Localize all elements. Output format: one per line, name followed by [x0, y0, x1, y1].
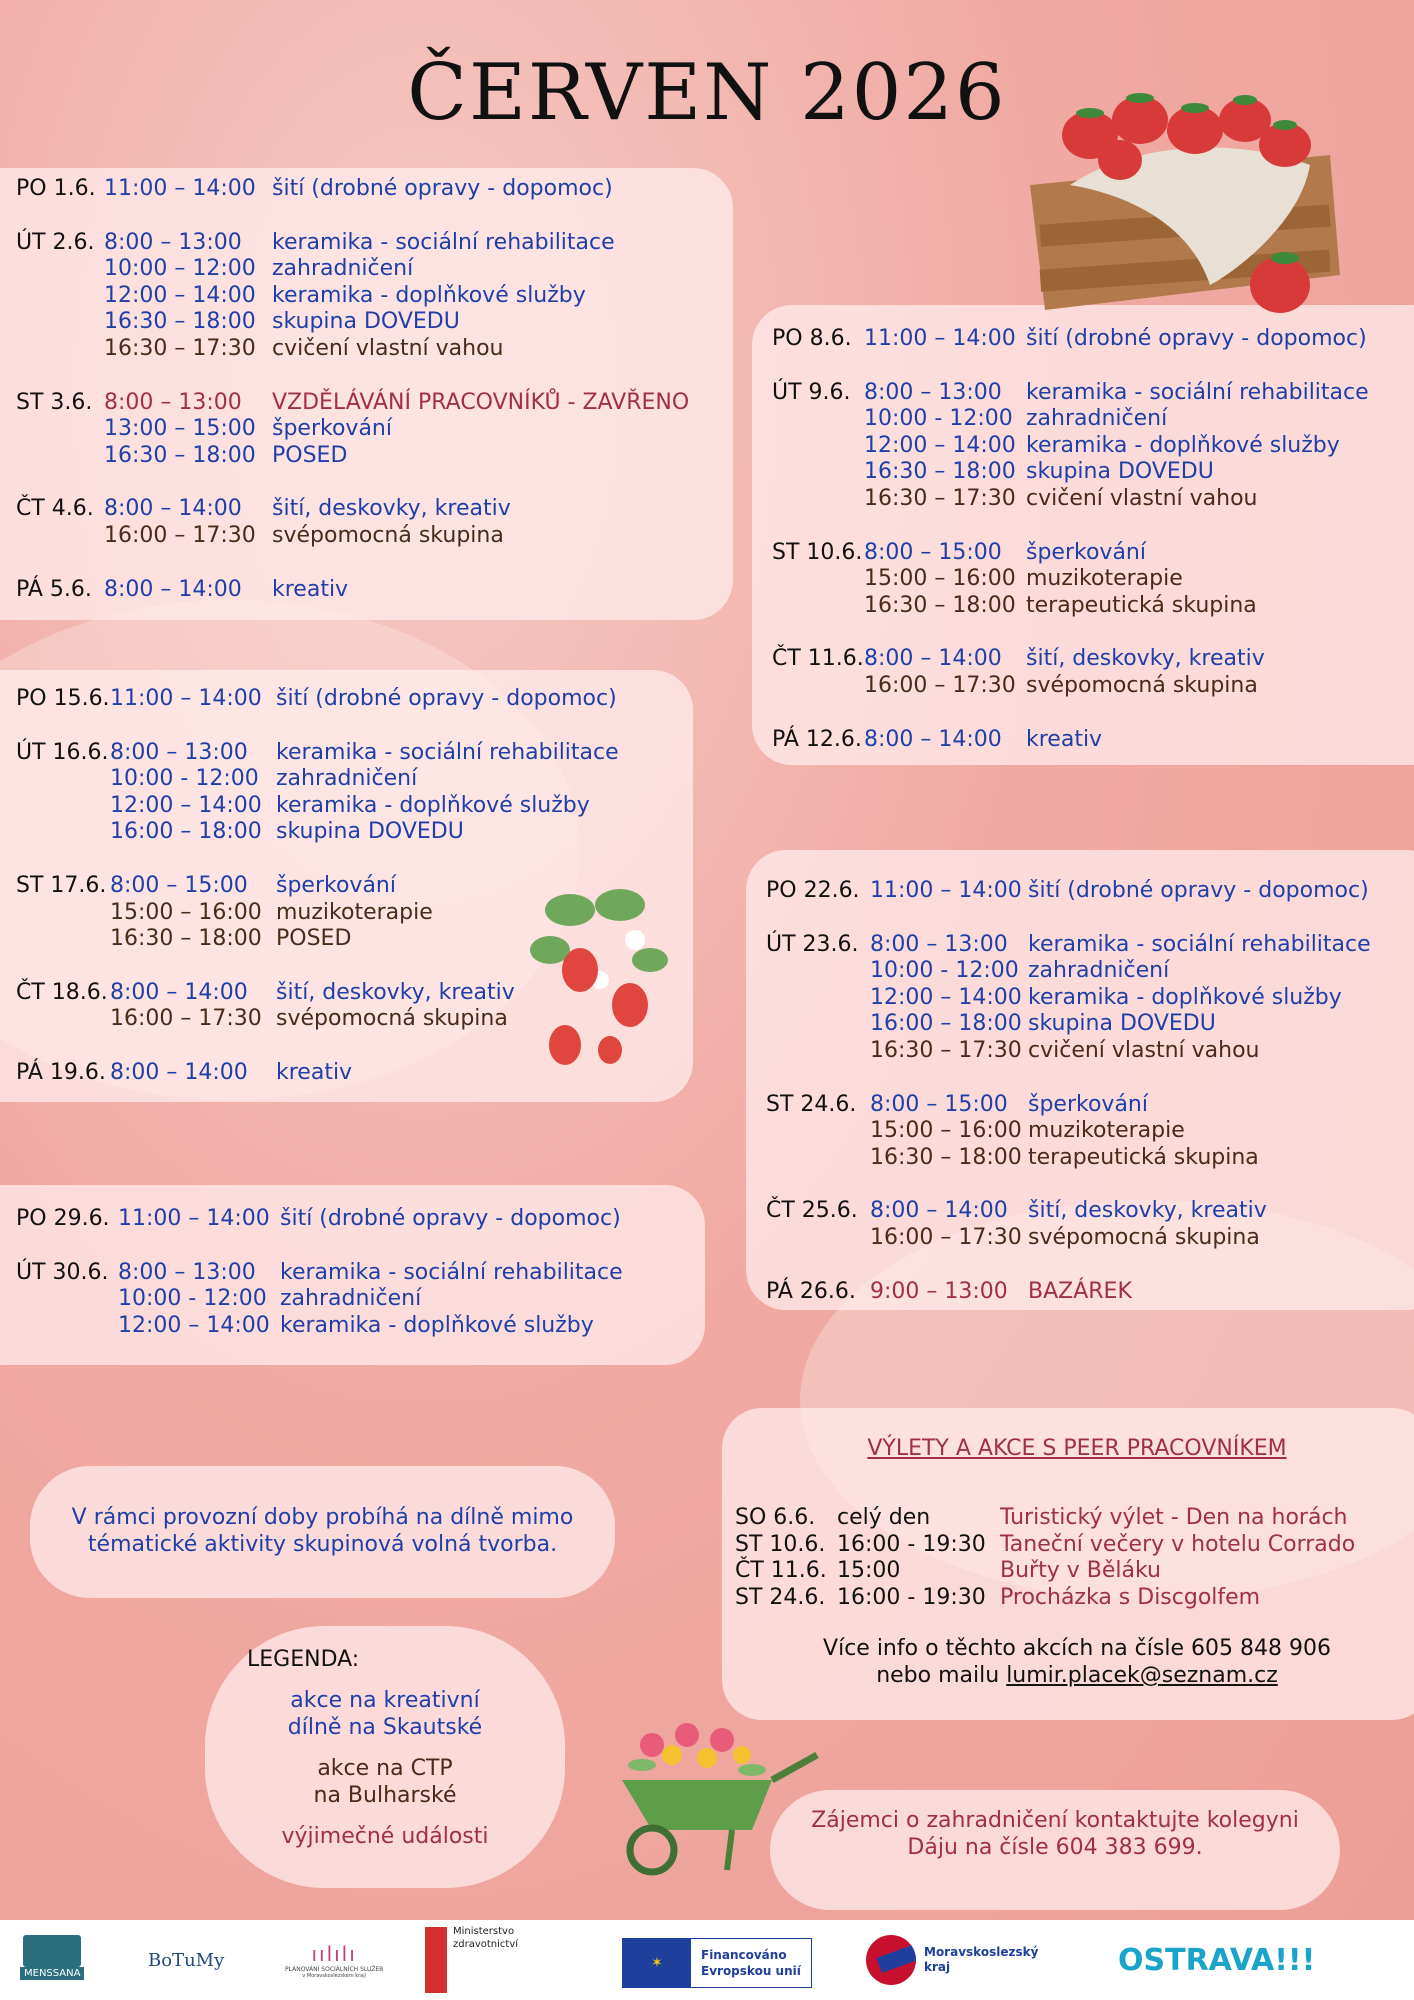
schedule-time: 10:00 - 12:00 [870, 958, 1019, 984]
schedule-time: 16:00 – 17:30 [104, 523, 256, 548]
schedule-activity: šití (drobné opravy - dopomoc) [1026, 326, 1367, 351]
schedule-activity: šití, deskovky, kreativ [1026, 646, 1265, 672]
menssana-logo [20, 1935, 84, 1985]
schedule-activity: skupina DOVEDU [1026, 459, 1214, 485]
schedule-time: 11:00 – 14:00 [104, 176, 256, 201]
botumy-logo: BoTuMy [148, 1949, 225, 1971]
schedule-activity: keramika - doplňkové služby [280, 1312, 594, 1338]
schedule-activity: svépomocná skupina [1028, 1225, 1260, 1250]
menssana-label: MENSSANA [20, 1967, 84, 1980]
info-line-1: V rámci provozní doby probíhá na dílně mimo [71, 1505, 574, 1530]
trip-event: Procházka s Discgolfem [1000, 1584, 1261, 1610]
trip-event: Buřty v Běláku [1000, 1558, 1161, 1583]
day-label: ČT 25.6. [766, 1198, 858, 1224]
schedule-activity: šití (drobné opravy - dopomoc) [276, 686, 617, 711]
schedule-activity: VZDĚLÁVÁNÍ PRACOVNÍKŮ - ZAVŘENO [272, 389, 690, 415]
schedule-time: 16:30 – 17:30 [864, 486, 1016, 511]
day-label: ST 24.6. [766, 1091, 857, 1117]
strawberry-crate-illustration [1010, 75, 1350, 335]
schedule-time: 8:00 – 14:00 [864, 646, 1002, 672]
schedule-activity: keramika - doplňkové služby [1028, 984, 1342, 1010]
schedule-time: 11:00 – 14:00 [864, 326, 1016, 351]
ministerstvo-logo [425, 1925, 518, 1995]
schedule-activity: terapeutická skupina [1026, 592, 1257, 618]
day-label: PO 22.6. [766, 878, 860, 903]
schedule-activity: kreativ [272, 576, 349, 602]
schedule-activity: šperkování [272, 416, 392, 442]
ostrava-logo: OSTRAVA!!! [1118, 1942, 1316, 1978]
schedule-activity: POSED [272, 442, 348, 468]
info-line-2: tématické aktivity skupinová volná tvorba. [87, 1532, 558, 1557]
schedule-time: 10:00 - 12:00 [118, 1286, 267, 1312]
schedule-activity: cvičení vlastní vahou [272, 336, 504, 361]
schedule-activity: šití (drobné opravy - dopomoc) [272, 176, 613, 201]
schedule-time: 8:00 – 15:00 [864, 539, 1002, 565]
schedule-time: 10:00 - 12:00 [864, 406, 1013, 432]
schedule-activity: muzikoterapie [1026, 566, 1183, 592]
schedule-time: 11:00 – 14:00 [870, 878, 1022, 903]
schedule-time: 8:00 – 13:00 [104, 229, 242, 255]
strawberry-plant-illustration [520, 880, 680, 1080]
schedule-time: 8:00 – 14:00 [870, 1198, 1008, 1224]
msk-label-2: kraj [924, 1960, 951, 1974]
schedule-activity: keramika - sociální rehabilitace [1026, 379, 1369, 405]
eu-label-2: Evropskou unií [701, 1964, 801, 1978]
trip-time: 16:00 - 19:30 [837, 1531, 986, 1557]
schedule-activity: šperkování [1026, 539, 1146, 565]
day-label: PÁ 5.6. [16, 576, 92, 602]
schedule-activity: svépomocná skupina [276, 1006, 508, 1032]
schedule-time: 8:00 – 14:00 [110, 979, 248, 1005]
schedule-activity: keramika - sociální rehabilitace [272, 229, 615, 255]
schedule-activity: zahradničení [1028, 958, 1170, 984]
trip-date: ČT 11.6. [735, 1558, 827, 1583]
schedule-time: 12:00 – 14:00 [104, 282, 256, 308]
schedule-activity: kreativ [1026, 726, 1103, 752]
schedule-time: 16:30 – 18:00 [104, 309, 256, 335]
trip-event: Taneční večery v hotelu Corrado [1000, 1531, 1356, 1557]
schedule-time: 16:00 – 18:00 [870, 1011, 1022, 1037]
schedule-activity: šití, deskovky, kreativ [272, 496, 511, 522]
schedule-time: 9:00 – 13:00 [870, 1278, 1008, 1304]
menssana-icon [23, 1935, 81, 1967]
legend-item-ctp-1: akce na CTP [317, 1756, 453, 1781]
day-label: ÚT 16.6. [16, 739, 109, 765]
schedule-activity: keramika - sociální rehabilitace [1028, 931, 1371, 957]
schedule-time: 8:00 – 15:00 [870, 1091, 1008, 1117]
planovani-label: PLÁNOVÁNÍ SOCIÁLNÍCH SLUŽEB [285, 1965, 384, 1973]
trip-date: ST 24.6. [735, 1584, 826, 1610]
schedule-time: 11:00 – 14:00 [110, 686, 262, 711]
schedule-time: 10:00 - 12:00 [110, 766, 259, 792]
schedule-activity: skupina DOVEDU [276, 819, 464, 845]
schedule-time: 12:00 – 14:00 [118, 1312, 270, 1338]
day-label: ČT 11.6. [772, 646, 864, 672]
schedule-time: 16:00 – 17:30 [870, 1225, 1022, 1250]
day-label: PÁ 26.6. [766, 1278, 856, 1304]
trip-date: SO 6.6. [735, 1505, 816, 1530]
schedule-time: 8:00 – 14:00 [104, 496, 242, 522]
eu-label-1: Financováno [701, 1948, 787, 1962]
schedule-time: 12:00 – 14:00 [110, 792, 262, 818]
day-label: PO 29.6. [16, 1206, 110, 1231]
schedule-time: 8:00 – 13:00 [118, 1259, 256, 1285]
schedule-time: 12:00 – 14:00 [864, 432, 1016, 458]
garden-line-1: Zájemci o zahradničení kontaktujte kolegyni [811, 1808, 1299, 1833]
schedule-activity: keramika - doplňkové služby [276, 792, 590, 818]
day-label: ČT 4.6. [16, 496, 94, 522]
schedule-time: 11:00 – 14:00 [118, 1206, 270, 1231]
schedule-activity: skupina DOVEDU [1028, 1011, 1216, 1037]
schedule-activity: cvičení vlastní vahou [1028, 1038, 1260, 1063]
schedule-time: 13:00 – 15:00 [104, 416, 256, 442]
msk-icon [866, 1935, 916, 1985]
schedule-time: 8:00 – 13:00 [110, 739, 248, 765]
planovani-logo [285, 1935, 383, 1985]
schedule-time: 10:00 – 12:00 [104, 256, 256, 282]
schedule-activity: svépomocná skupina [1026, 673, 1258, 698]
schedule-time: 8:00 – 13:00 [864, 379, 1002, 405]
ministerstvo-label-2: zdravotnictví [453, 1939, 519, 1950]
day-label: ST 17.6. [16, 873, 107, 898]
schedule-time: 8:00 – 13:00 [104, 389, 242, 415]
schedule-time: 15:00 – 16:00 [870, 1118, 1022, 1144]
planovani-sublabel: v Moravskoslezském kraji [302, 1972, 366, 1979]
schedule-activity: zahradničení [1026, 406, 1168, 432]
schedule-time: 8:00 – 15:00 [110, 873, 248, 898]
schedule-time: 8:00 – 14:00 [110, 1060, 248, 1085]
schedule-time: 16:30 – 18:00 [864, 459, 1016, 485]
page-title: ČERVEN 2026 [407, 48, 1007, 138]
schedule-activity: keramika - sociální rehabilitace [276, 739, 619, 765]
legend-item-creative-1: akce na kreativní [290, 1688, 480, 1713]
day-label: PO 15.6. [16, 686, 110, 711]
schedule-time: 16:30 – 18:00 [104, 442, 256, 468]
schedule-activity: POSED [276, 926, 352, 952]
schedule-activity: muzikoterapie [276, 899, 433, 925]
trips-more-email-line [722, 1663, 1414, 1688]
schedule-time: 16:30 – 17:30 [870, 1038, 1022, 1063]
schedule-activity: šití (drobné opravy - dopomoc) [280, 1206, 621, 1231]
day-label: ČT 18.6. [16, 979, 108, 1005]
day-label: ÚT 30.6. [16, 1259, 109, 1285]
day-label: ÚT 23.6. [766, 931, 859, 957]
day-label: ÚT 2.6. [16, 229, 95, 255]
schedule-activity: šperkování [276, 873, 396, 898]
trips-title: VÝLETY A AKCE S PEER PRACOVNÍKEM [867, 1436, 1287, 1461]
schedule-time: 8:00 – 13:00 [870, 931, 1008, 957]
msk-logo [866, 1935, 1038, 1985]
schedule-time: 16:00 – 17:30 [864, 673, 1016, 698]
schedule-activity: zahradničení [280, 1286, 422, 1312]
day-label: PÁ 19.6. [16, 1060, 106, 1085]
trips-email-link[interactable]: lumir.placek@seznam.cz [1006, 1663, 1278, 1688]
day-label: ST 3.6. [16, 389, 93, 415]
schedule-activity: svépomocná skupina [272, 523, 504, 548]
msk-label-1: Moravskoslezský [924, 1945, 1039, 1959]
legend-item-ctp-2: na Bulharské [313, 1783, 457, 1808]
schedule-activity: skupina DOVEDU [272, 309, 460, 335]
schedule-activity: cvičení vlastní vahou [1026, 486, 1258, 511]
trip-event: Turistický výlet - Den na horách [1000, 1505, 1348, 1530]
schedule-time: 16:00 – 18:00 [110, 819, 262, 845]
schedule-time: 16:30 – 17:30 [104, 336, 256, 361]
schedule-time: 15:00 – 16:00 [864, 566, 1016, 592]
day-label: PO 1.6. [16, 176, 96, 201]
trip-time: 15:00 [837, 1558, 901, 1583]
ministerstvo-label-1: Ministerstvo [453, 1926, 515, 1937]
schedule-activity: zahradničení [276, 766, 418, 792]
schedule-activity: šití, deskovky, kreativ [1028, 1198, 1267, 1224]
schedule-activity: BAZÁREK [1028, 1278, 1132, 1304]
schedule-time: 8:00 – 14:00 [104, 576, 242, 602]
trip-time: 16:00 - 19:30 [837, 1584, 986, 1610]
schedule-time: 15:00 – 16:00 [110, 899, 262, 925]
day-label: ST 10.6. [772, 539, 863, 565]
legend-item-exceptional: výjimečné události [281, 1824, 489, 1849]
trips-more-info: Více info o těchto akcích na čísle 605 848 906 [823, 1636, 1331, 1661]
schedule-activity: keramika - doplňkové služby [272, 282, 586, 308]
schedule-time: 16:30 – 18:00 [864, 592, 1016, 618]
czech-emblem-icon [425, 1927, 447, 1993]
schedule-time: 16:30 – 18:00 [110, 926, 262, 952]
schedule-activity: šperkování [1028, 1091, 1148, 1117]
planovani-icon: ıılılı [311, 1941, 357, 1966]
schedule-activity: zahradničení [272, 256, 414, 282]
garden-line-2: Dáju na čísle 604 383 699. [907, 1835, 1203, 1860]
legend-item-creative-2: dílně na Skautské [287, 1715, 483, 1740]
day-label: ÚT 9.6. [772, 379, 851, 405]
schedule-activity: keramika - doplňkové služby [1026, 432, 1340, 458]
schedule-time: 12:00 – 14:00 [870, 984, 1022, 1010]
schedule-activity: terapeutická skupina [1028, 1144, 1259, 1170]
schedule-activity: keramika - sociální rehabilitace [280, 1259, 623, 1285]
trip-date: ST 10.6. [735, 1531, 826, 1557]
schedule-time: 8:00 – 14:00 [864, 726, 1002, 752]
day-label: PO 8.6. [772, 326, 852, 351]
schedule-activity: muzikoterapie [1028, 1118, 1185, 1144]
schedule-time: 16:30 – 18:00 [870, 1144, 1022, 1170]
schedule-activity: kreativ [276, 1060, 353, 1085]
trips-email-prefix: nebo mailu [876, 1663, 1007, 1688]
eu-logo [622, 1938, 812, 1988]
schedule-activity: šití, deskovky, kreativ [276, 979, 515, 1005]
trip-time: celý den [837, 1505, 931, 1530]
schedule-time: 16:00 – 17:30 [110, 1006, 262, 1032]
day-label: PÁ 12.6. [772, 726, 862, 752]
eu-flag-icon: ✶ [623, 1939, 691, 1987]
schedule-activity: šití (drobné opravy - dopomoc) [1028, 878, 1369, 903]
legend-title: LEGENDA: [247, 1647, 360, 1672]
